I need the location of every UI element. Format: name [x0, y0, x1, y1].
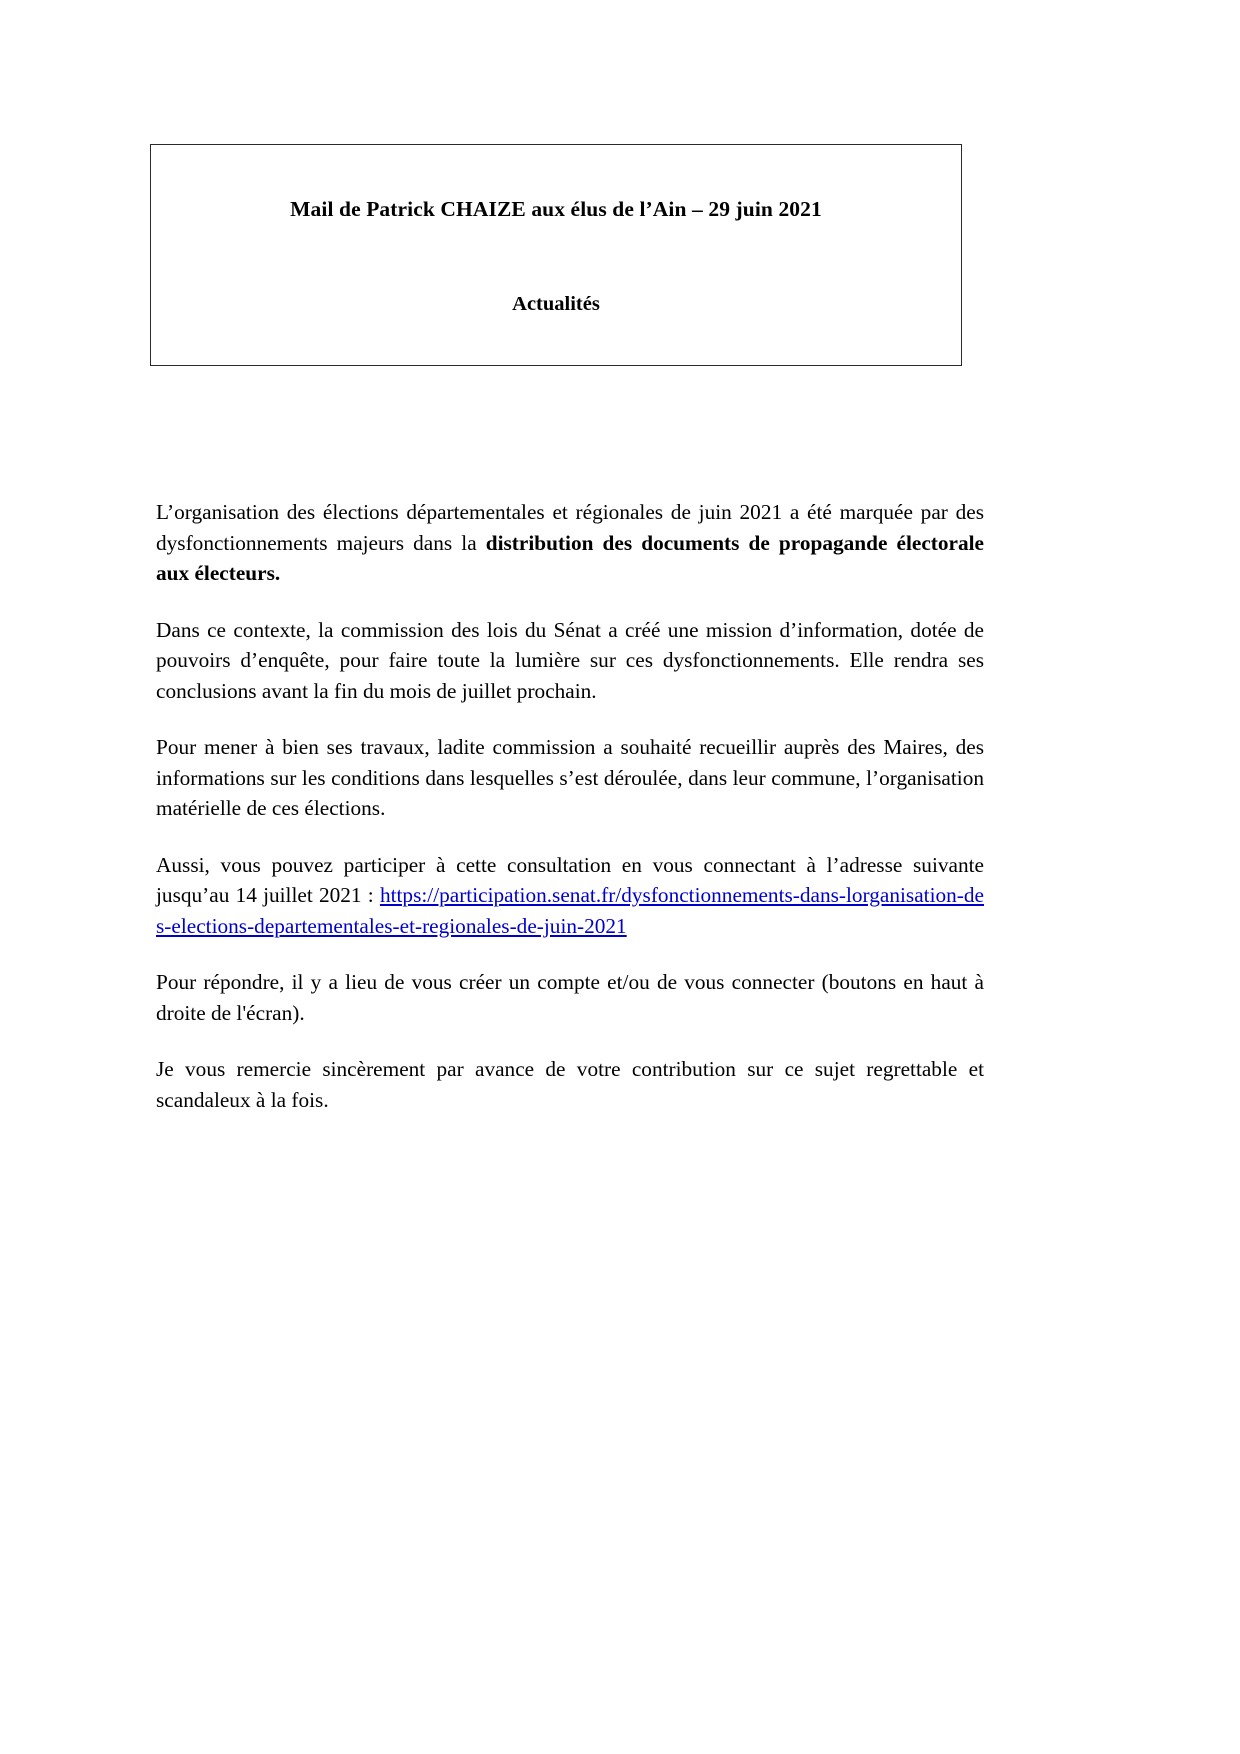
paragraph-4-with-link: [156, 850, 984, 942]
paragraph-2: Dans ce contexte, la commission des lois du Sénat a créé une mission d’information, dotée de pouvoirs d’enquête, pour faire toute la lumière sur ces dysfonctionnements. Elle rendra ses conclusions avant la fin du mois de juillet prochain.: [156, 617, 984, 703]
paragraph-3: Pour mener à bien ses travaux, ladite commission a souhaité recueillir auprès des Maires, des informations sur les conditions dans lesquelles s’est déroulée, dans leur commune, l’organisation matérielle de ces élections.: [156, 735, 984, 820]
paragraph-1: [156, 497, 984, 589]
paragraph-1-bold-emphasis: distribution des documents de propagande électorale aux électeurs.: [156, 530, 985, 585]
paragraph-4-lead: Aussi, vous pouvez participer à cette consultation en vous connectant à l’adresse suivante jusqu’au 14 juillet 2021 :: [156, 852, 984, 907]
paragraph-5: Pour répondre, il y a lieu de vous créer un compte et/ou de vous connecter (boutons en haut à droite de l'écran).: [156, 970, 984, 1025]
paragraph-6: Je vous remercie sincèrement par avance de votre contribution sur ce sujet regrettable et scandaleux à la fois.: [156, 1057, 984, 1112]
page-subtitle: Actualités: [512, 293, 600, 315]
paragraph-1-lead: L’organisation des élections départementales et régionales de juin 2021 a été marquée par des dysfonctionnements majeurs dans la: [156, 500, 984, 555]
consultation-url-link[interactable]: https://participation.senat.fr/dysfonctionnements-dans-lorganisation-des-elections-departementales-et-regionales-de-juin-2021: [156, 883, 984, 938]
page-title: Mail de Patrick CHAIZE aux élus de l’Ain – 29 juin 2021: [290, 197, 822, 221]
header-title-box: [150, 144, 962, 366]
document-body: [156, 497, 984, 1115]
